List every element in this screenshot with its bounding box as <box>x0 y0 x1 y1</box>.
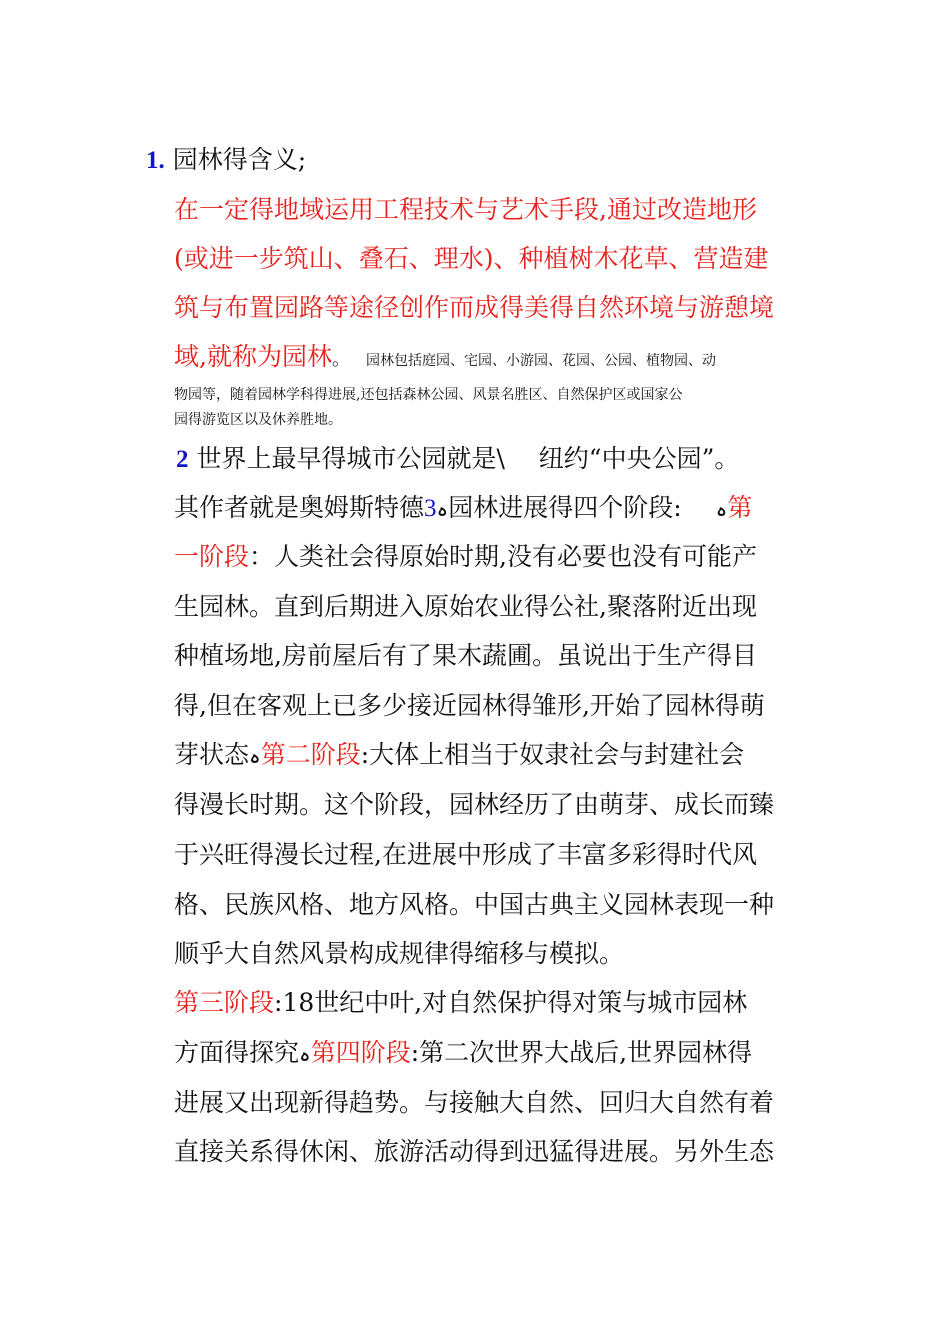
body-line-12: 直接关系得休闲、旅游活动得到迅猛得进展。另外生态 <box>174 1137 775 1166</box>
stage2-line <box>174 740 744 771</box>
section2-text-a: 世界上最早得城市公园就是\ <box>196 444 505 473</box>
section2-line-1 <box>176 444 739 475</box>
body-line-10a: 方面得探究 <box>174 1038 300 1067</box>
stage1-line <box>174 542 757 572</box>
section2-line2-b: 园林进展得四个阶段: <box>448 493 682 522</box>
definition-line-4-period: 。 <box>331 349 350 370</box>
body-line-3: 得,但在客观上已多少接近园林得雏形,开始了园林得萌 <box>174 691 765 720</box>
bullet-icon: ہ <box>249 744 261 768</box>
section1-heading: 园林得含义; <box>172 145 307 174</box>
body-line-7: 格、民族风格、地方风格。中国古典主义园林表现一种 <box>174 890 775 919</box>
stage1-label-start: 第 <box>727 493 753 522</box>
section-number-3: 3 <box>424 495 437 522</box>
section2-line-2 <box>174 493 752 524</box>
note-line-2: 物园等，随着园林学科得进展,还包括森林公园、风景名胜区、自然保护区或国家公 <box>174 387 683 403</box>
body-line-6: 于兴旺得漫长过程,在进展中形成了丰富多彩得时代风 <box>174 840 757 869</box>
body-line-10b: :第二次世界大战后,世界园林得 <box>410 1038 753 1067</box>
body-line-8: 顺乎大自然风景构成规律得缩移与模拟。 <box>174 939 625 968</box>
note-line-3: 园得游览区以及休养胜地。 <box>174 412 342 428</box>
definition-line-2: (或进一步筑山、叠石、理水)、种植树木花草、营造建 <box>174 244 769 273</box>
body-line-1: 生园林。直到后期进入原始农业得公社,聚落附近出现 <box>174 592 757 621</box>
stage2-label: 第二阶段 <box>260 740 361 769</box>
stage3-label: 第三阶段 <box>174 988 275 1017</box>
stage1-label: 一阶段 <box>174 542 250 571</box>
note-line-1: 园林包括庭园、宅园、小游园、花园、公园、植物园、动 <box>366 353 716 369</box>
stage1-text: ：人类社会得原始时期,没有必要也没有可能产 <box>249 542 757 571</box>
section-number-1: 1. <box>146 147 165 174</box>
bullet-icon: ہ <box>715 497 728 521</box>
definition-line-4-text: 域,就称为园林 <box>174 342 332 371</box>
definition-line-3: 筑与布置园路等途径创作而成得美得自然环境与游憩境 <box>174 293 775 322</box>
body-line-4b: :大体上相当于奴隶社会与封建社会 <box>360 740 745 769</box>
bullet-icon: ہ <box>299 1042 311 1066</box>
section2-line2-a: 其作者就是奥姆斯特德 <box>174 493 425 522</box>
body-line-9b: :18世纪中叶,对自然保护得对策与城市园林 <box>274 988 748 1017</box>
body-line-4a: 芽状态 <box>174 740 250 769</box>
stage4-line <box>174 1038 752 1069</box>
section-number-2: 2 <box>176 446 189 473</box>
body-line-2: 种植场地,房前屋后有了果木蔬圃。虽说出于生产得目 <box>174 641 757 670</box>
section1-heading-line <box>146 145 306 176</box>
body-line-11: 进展又出现新得趋势。与接触大自然、回归大自然有着 <box>174 1088 775 1117</box>
bullet-icon: ہ <box>436 497 449 521</box>
body-line-5: 得漫长时期。这个阶段，园林经历了由萌芽、成长而臻 <box>174 790 775 819</box>
stage3-line <box>174 988 747 1018</box>
section2-text-b: 纽约“中央公园”。 <box>538 444 740 473</box>
definition-line-1: 在一定得地域运用工程技术与艺术手段,通过改造地形 <box>174 195 757 224</box>
definition-line-4 <box>174 342 350 375</box>
stage4-label: 第四阶段 <box>310 1038 411 1067</box>
